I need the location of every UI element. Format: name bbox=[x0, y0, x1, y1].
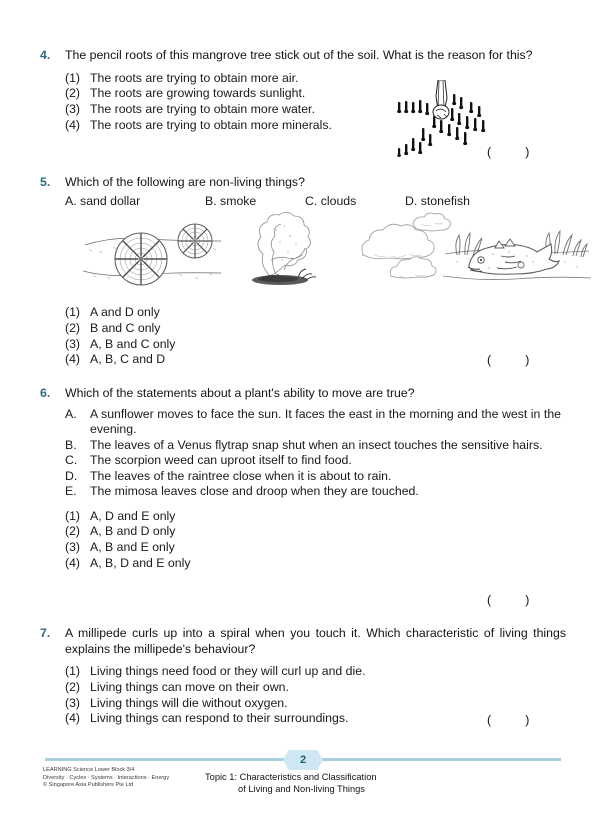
figure-label-d bbox=[405, 194, 470, 210]
question-7-stem: A millipede curls up into a spiral when you touch it. Which characteristic of living things explains the millipede's behaviour? bbox=[65, 626, 566, 656]
publisher-imprint bbox=[43, 767, 169, 790]
answer-bracket-q4[interactable]: ( ) bbox=[487, 145, 530, 159]
option-text: A and D only bbox=[90, 305, 160, 319]
option-text: Living things will die without oxygen. bbox=[90, 695, 288, 710]
question-6-statements bbox=[65, 407, 561, 500]
imprint-line-1: LEARNING Science Lower Block 3/4 bbox=[43, 767, 135, 773]
statement-text: The leaves of a Venus flytrap snap shut when an insect touches the sensitive hairs. bbox=[90, 437, 543, 452]
figure-label-b bbox=[205, 194, 256, 210]
option-row[interactable] bbox=[65, 71, 395, 87]
statement-key: A. bbox=[65, 406, 77, 421]
option-text: A, D and E only bbox=[90, 508, 176, 523]
page-number: 2 bbox=[299, 754, 307, 766]
option-key: (3) bbox=[65, 695, 81, 710]
statement-key: B. bbox=[65, 437, 77, 452]
option-row[interactable] bbox=[65, 321, 395, 337]
statement-row bbox=[65, 453, 561, 469]
question-6-options bbox=[65, 509, 395, 572]
option-key: (2) bbox=[65, 86, 81, 101]
option-row[interactable] bbox=[65, 696, 425, 712]
option-text: A, B and E only bbox=[90, 540, 175, 555]
question-7 bbox=[40, 626, 566, 727]
sand-dollar-illustration bbox=[83, 213, 223, 287]
statement-key: E. bbox=[65, 484, 77, 498]
option-text: A, B, C and D bbox=[90, 352, 166, 367]
question-7-number: 7. bbox=[40, 626, 51, 640]
question-5-number: 5. bbox=[40, 175, 51, 189]
question-6 bbox=[40, 386, 566, 572]
question-6-header bbox=[40, 386, 566, 402]
question-5-header bbox=[40, 175, 566, 191]
figure-label-a-key: A. bbox=[65, 193, 77, 208]
option-row[interactable] bbox=[65, 305, 395, 321]
statement-text: The mimosa leaves close and droop when they are touched. bbox=[90, 484, 419, 498]
question-7-header bbox=[40, 626, 566, 657]
question-5-figures bbox=[65, 210, 566, 288]
imprint-line-2: Diversity · Cycles · Systems · Interactions · Energy bbox=[43, 774, 170, 781]
option-row[interactable] bbox=[65, 352, 395, 368]
mangrove-pencil-roots-illustration bbox=[392, 80, 496, 162]
option-row[interactable] bbox=[65, 664, 425, 680]
statement-text: The leaves of the raintree close when it is about to rain. bbox=[90, 468, 392, 483]
answer-bracket-q6[interactable]: ( ) bbox=[487, 593, 530, 607]
figure-label-c-text: clouds bbox=[320, 193, 357, 208]
figure-label-c bbox=[305, 194, 356, 210]
statement-text: A sunflower moves to face the sun. It faces the east in the morning and the west in the evening. bbox=[90, 406, 561, 436]
option-text: The roots are trying to obtain more water. bbox=[90, 102, 315, 117]
figure-label-a-text: sand dollar bbox=[80, 193, 141, 208]
option-key: (4) bbox=[65, 555, 81, 570]
statement-key: D. bbox=[65, 468, 78, 483]
figure-label-b-text: smoke bbox=[220, 193, 257, 208]
option-text: A, B and C only bbox=[90, 336, 176, 351]
option-row[interactable] bbox=[65, 680, 425, 696]
option-key: (3) bbox=[65, 102, 81, 117]
stonefish-illustration bbox=[443, 210, 591, 286]
option-text: Living things need food or they will curl up and die. bbox=[90, 664, 366, 678]
option-key: (1) bbox=[65, 664, 81, 678]
smoke-illustration bbox=[240, 210, 336, 286]
question-7-options bbox=[65, 664, 425, 727]
option-key: (4) bbox=[65, 352, 81, 367]
option-row[interactable] bbox=[65, 509, 395, 525]
question-4-options bbox=[65, 71, 395, 134]
question-5 bbox=[40, 175, 566, 288]
statement-row bbox=[65, 469, 561, 485]
question-4-header bbox=[40, 48, 566, 64]
option-text: B and C only bbox=[90, 320, 161, 335]
figure-label-d-text: stonefish bbox=[420, 193, 470, 208]
option-text: A, B and D only bbox=[90, 524, 176, 539]
option-row[interactable] bbox=[65, 86, 395, 102]
option-row[interactable] bbox=[65, 711, 425, 727]
statement-text: The scorpion weed can uproot itself to find food. bbox=[90, 453, 352, 467]
question-5-figure-labels bbox=[65, 194, 566, 210]
option-text: The roots are trying to obtain more minerals. bbox=[90, 117, 332, 132]
topic-line-1: Topic 1: Characteristics and Classification bbox=[205, 772, 377, 782]
option-row[interactable] bbox=[65, 102, 395, 118]
figure-label-b-key: B. bbox=[205, 193, 217, 208]
topic-line-2: of Living and Non-living Things bbox=[238, 784, 365, 795]
option-key: (1) bbox=[65, 508, 81, 523]
page-footer bbox=[0, 745, 606, 829]
answer-bracket-q5[interactable]: ( ) bbox=[487, 353, 530, 367]
figure-label-a bbox=[65, 194, 140, 210]
statement-row bbox=[65, 407, 561, 438]
imprint-line-3: © Singapore Asia Publishers Pte Ltd bbox=[43, 782, 134, 789]
question-5-options bbox=[65, 305, 395, 368]
option-text: A, B, D and E only bbox=[90, 555, 191, 570]
option-key: (3) bbox=[65, 540, 81, 555]
option-text: Living things can respond to their surroundings. bbox=[90, 711, 349, 726]
option-row[interactable] bbox=[65, 118, 395, 134]
question-4-stem: The pencil roots of this mangrove tree stick out of the soil. What is the reason for this? bbox=[65, 48, 533, 62]
option-key: (4) bbox=[65, 117, 81, 132]
option-key: (2) bbox=[65, 524, 81, 539]
option-text: The roots are growing towards sunlight. bbox=[90, 86, 306, 101]
option-row[interactable] bbox=[65, 556, 395, 572]
option-key: (2) bbox=[65, 320, 81, 335]
option-key: (3) bbox=[65, 336, 81, 351]
topic-title bbox=[205, 771, 377, 796]
figure-label-c-key: C. bbox=[305, 193, 318, 208]
option-text: The roots are trying to obtain more air. bbox=[90, 70, 299, 85]
option-key: (2) bbox=[65, 679, 81, 694]
option-key: (4) bbox=[65, 711, 81, 726]
option-row[interactable] bbox=[65, 337, 395, 353]
figure-label-d-key: D. bbox=[405, 193, 418, 208]
option-text: Living things can move on their own. bbox=[90, 679, 289, 694]
option-key: (1) bbox=[65, 305, 81, 319]
question-5-stem: Which of the following are non-living things? bbox=[65, 175, 305, 189]
question-4-number: 4. bbox=[40, 48, 51, 62]
option-row[interactable] bbox=[65, 524, 395, 540]
option-row[interactable] bbox=[65, 540, 395, 556]
option-key: (1) bbox=[65, 70, 81, 85]
question-6-stem: Which of the statements about a plant's ability to move are true? bbox=[65, 386, 415, 400]
answer-bracket-q7[interactable]: ( ) bbox=[487, 713, 530, 727]
question-6-number: 6. bbox=[40, 386, 51, 400]
statement-row bbox=[65, 484, 561, 500]
page-number-badge bbox=[283, 750, 323, 770]
statement-key: C. bbox=[65, 453, 78, 467]
statement-row bbox=[65, 438, 561, 454]
clouds-illustration bbox=[347, 210, 457, 286]
